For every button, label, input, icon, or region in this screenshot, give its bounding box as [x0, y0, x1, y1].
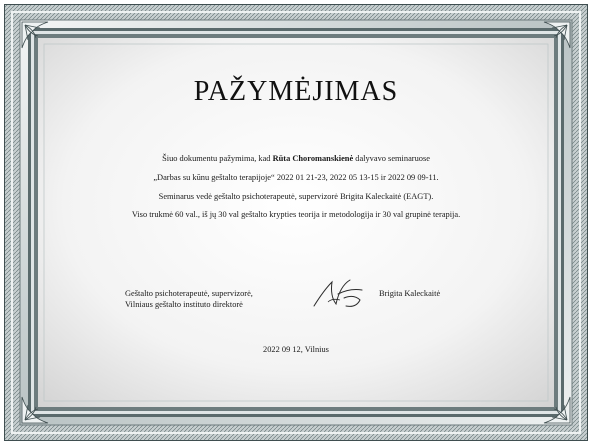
- certificate-title: PAŽYMĖJIMAS: [193, 76, 399, 107]
- participant-name: Rūta Choromanskienė: [272, 154, 354, 163]
- signatory-name: Brigita Kaleckaitė: [379, 289, 441, 298]
- body-line-1-suffix: dalyvavo seminaruose: [353, 154, 430, 163]
- body-line-1-prefix: Šiuo dokumentu pažymima, kad: [162, 154, 273, 163]
- body-line-4: Viso trukmė 60 val., iš jų 30 val geštalto krypties teorija ir metodologija ir 30 val grupinė terapija.: [131, 210, 461, 219]
- body-line-3: Seminarus vedė geštalto psichoterapeutė, supervizorė Brigita Kaleckaitė (EAGT).: [158, 192, 434, 201]
- signature-image: [310, 276, 370, 312]
- body-line-2: „Darbas su kūnu geštalto terapijoje“ 2022 01 21-23, 2022 05 13-15 ir 2022 09 09-11.: [153, 173, 439, 182]
- date-place: 2022 09 12, Vilnius: [263, 345, 329, 354]
- body-line-1: [0, 153, 592, 164]
- signatory-role-line-2: Vilniaus geštalto instituto direktorė: [125, 300, 243, 309]
- signatory-role-line-1: Geštalto psichoterapeutė, supervizorė,: [125, 289, 253, 298]
- signatory-role: [125, 288, 253, 310]
